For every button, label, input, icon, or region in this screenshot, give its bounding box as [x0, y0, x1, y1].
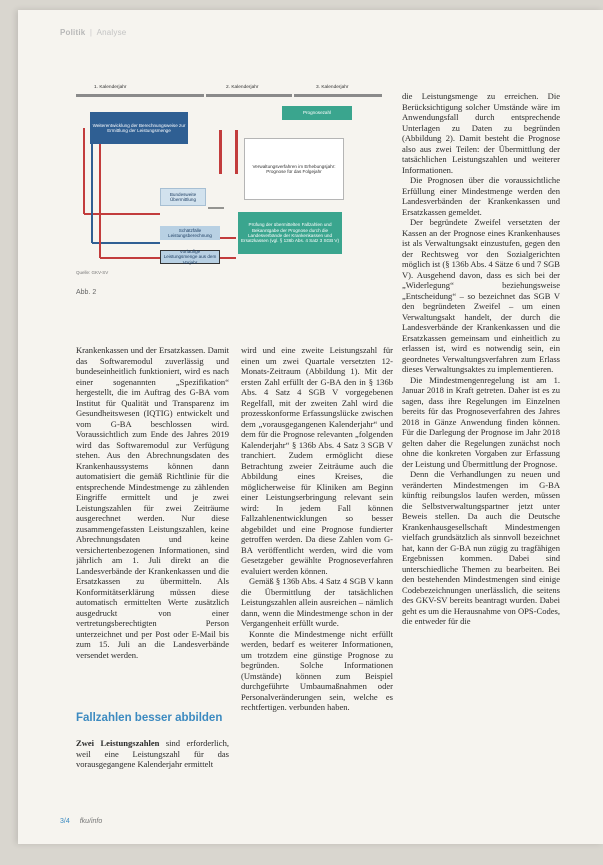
column-middle — [241, 345, 393, 865]
prognose-box: Prognosezahl — [282, 106, 352, 120]
lead-text: sind erforderlich, weil eine Leistungszahl für das vorausgegangene Kalenderjahr ermittelt — [76, 738, 229, 769]
magazine-name: fku/info — [79, 818, 103, 825]
paragraph: Krankenkassen und der Ersatzkassen. Damit das Softwaremodul zuverlässig und bundeseinheitlich funktioniert, wird es nach einer sogenannten „Spezifikation“ hergestellt, die im Auftrag des G-BA vom Institut für Qualität und Transparenz im Gesundheitswesen (IQTIG) entwickelt und vom G-BA beschlossen wird. Voraussichtlich zum Ende des Jahres 2019 wird das Softwaremodul zur Verfügung stehen. Aus den Abrechnungsdaten des Krankenhaussystems können dann automatisiert die gemäß Richtlinie für die entsprechende Mindestmenge zu zählenden Eingriffe ermittelt und je zwei Leistungszahlen für zwei Zeiträume ausgerechnet werden. Nur diese zusammengefassten Leistungszahlen, keine Abrechnungsdaten und keine versichertenbezogenen Informationen, sind jährlich am 1. Juli direkt an die Landesverbände der Krankenkassen und die Ersatzkassen zu übermitteln. Als Konformitätserklärung müssen diese automatisch ermittelten Werte zusätzlich ausgedruckt von einer vertretungsberechtigten Person unterzeichnet und per Post oder E-Mail bis zum 15. Juli an die Landesverbände versendet werden. — [76, 345, 229, 660]
header-separator: | — [89, 28, 93, 37]
section-heading: Fallzahlen besser abbilden — [76, 712, 223, 724]
schaetzung-box: Schätzfälle Leistungsberechnung — [160, 226, 220, 240]
year-1-bar — [76, 94, 204, 97]
paragraph: Gemäß § 136b Abs. 4 Satz 4 SGB V kann die Übermittlung der tatsächlichen Leistungszahlen allein ausreichen – nämlich dann, wenn die Mindestmenge schon in der Vergangenheit erfüllt wurde. — [241, 576, 393, 628]
subsection-label: Analyse — [96, 28, 127, 37]
figure-caption: Abb. 2 — [76, 289, 97, 296]
page-number: 3/4 — [60, 818, 70, 825]
running-head — [60, 28, 126, 37]
year-3-bar — [294, 94, 382, 97]
column-left — [76, 345, 229, 685]
red-arrow-down — [219, 130, 222, 174]
section-label: Politik — [60, 28, 86, 37]
vorjahr-box: Vorläufige Leistungsmenge aus dem Vorjahr — [160, 250, 220, 264]
paragraph: Die Prognosen über die voraussichtliche Erfüllung einer Mindestmenge werden den Landesverbänden der Krankenkassen und Ersatzkassen gemeldet. — [402, 175, 560, 217]
process-figure — [76, 85, 382, 275]
paragraph: die Leistungsmenge zu erreichen. Die Berücksichtigung solcher Umstände wäre im Anwendungsfall durch entsprechende Unterlagen zu Daten zu begründen (Abbildung 2). Damit besteht die Prognose also aus zwei Teilen: der Übermittlung der tatsächlichen Leistungszahlen und weiterer Informationen. — [402, 91, 560, 175]
red-arrow-down-2 — [235, 130, 238, 174]
verwaltung-box: Verwaltungsverfahren im Erhebungsjahr: Prognose für das Folgejahr — [244, 138, 344, 200]
column-right — [402, 91, 560, 829]
paragraph — [76, 738, 229, 770]
year-2-bar — [206, 94, 292, 97]
year-2-label: 2. Kalenderjahr — [226, 85, 259, 90]
folio — [60, 818, 102, 825]
figure-source: Quelle: GKV-SV — [76, 270, 109, 275]
column-left-continued — [76, 738, 229, 822]
lead-in: Zwei Leistungszahlen — [76, 738, 160, 748]
year-1-label: 1. Kalenderjahr — [94, 85, 127, 90]
green-result-box: Prüfung der übermittelten Fallzahlen und Bekanntgabe der Prognose durch die Landesverbände der Krankenkassen und Ersatzkassen (vgl. § 136b Abs. 4 Satz 3 SGB V) — [238, 212, 342, 254]
paragraph: Denn die Verhandlungen zu neuen und veränderten Mindestmengen im G-BA künftig reibungslos laufen werden, müssen die Selbstverwaltungspartner jetzt unter Beweis stellen. Da auch die Deutsche Krankenhausgesellschaft Mindestmengen vielfach grundsätzlich als sinnvoll bezeichnet hat, kann der G-BA nun zügig zu tragfähigen Ergebnissen kommen. Dabei sind unterschiedliche Themen zu bearbeiten. Bei den bestehenden Mindestmengen sind einige Codebezeichnungen unerlässlich, die seitens des GKV-SV bereits beantragt wurden. Dabei geht es um die Herausnahme von OPS-Codes, die entweder für die — [402, 469, 560, 626]
paragraph: Der begründete Zweifel versetzten der Kassen an der Prognose eines Krankenhauses ist als Verwaltungsakt einzustufen, gegen den der Rechtsweg vor den Sozialgerichten möglich ist (§ 136b Abs. 4 Sätze 6 und 7 SGB V). Ausgehend davon, dass es sich bei der „Widerlegung“ beziehungsweise „Entscheidung“ – so bezeichnet das SGB V den begründeten Zweifel – um einen Verwaltungsakt handelt, der durch die Landesverbände der Krankenkassen und die Ersatzkassen gemeinsam und einheitlich zu erlassen ist, wird es notwendig sein, ein geordnetes Verwaltungsverfahren zum Erlass dieses Verwaltungsaktes zu implementieren. — [402, 217, 560, 374]
paragraph: Die Mindestmengenregelung ist am 1. Januar 2018 in Kraft getreten. Daher ist es zu sagen, dass ihre Regelungen im Einzelnen bereits für das Prognoseverfahren des Jahres 2018 in Gänze Anwendung finden können. Für die Darlegung der Prognose im Jahr 2018 gelten daher die Regelungen zunächst noch ohne die konkreten Vorgaben zur Erfassung der Leistung und Übermittlung der Prognose. — [402, 374, 560, 469]
paragraph: Konnte die Mindestmenge nicht erfüllt werden, bedarf es weiterer Informationen, um trotzdem eine günstige Prognose zu begründen. Solche Informationen (Umstände) können zum Beispiel durchgeführte Umbaumaßnahmen oder Personalveränderungen sein, welche es rechtfertigen. verbunden haben. — [241, 628, 393, 712]
year-3-label: 3. Kalenderjahr — [316, 85, 349, 90]
paragraph: wird und eine zweite Leistungszahl für einen um zwei Quartale versetzten 12-Monats-Zeitraum (Abbildung 1). Mit der ersten Zahl erfüllt der G-BA den in § 136b Abs. 4 Satz 4 SGB V vorgegebenen Regelfall, mit der zweiten Zahl wird die prozesskonforme Erfassungslücke zwischen dem „vorausgegangenen Kalenderjahr“ und dem für die Prognose relevanten „folgenden Kalenderjahr“ § 136b Abs. 4 Satz 3 SGB V tranchiert. Zudem ermöglicht diese Betrachtung zweier Zeiträume auch die Abbildung eines Kreises, die möglicherweise für Kliniken am Beginn einer Leistungserbringung relevant sein wird: In jedem Fall können Fallzahlenentwicklungen so besser abgebildet und eine Prognose fundierter getroffen werden. Da diese Zahlen vom G-BA veröffentlicht werden, wird die vom Gesetzgeber gewählte Prognoseverfahren evaluiert werden können. — [241, 345, 393, 576]
uebermittlung-box: Bundesweite Übermittlung — [160, 188, 206, 206]
model-box: Weiterentwicklung der Berechnungsweise zur Ermittlung der Leistungsmenge — [90, 112, 188, 144]
